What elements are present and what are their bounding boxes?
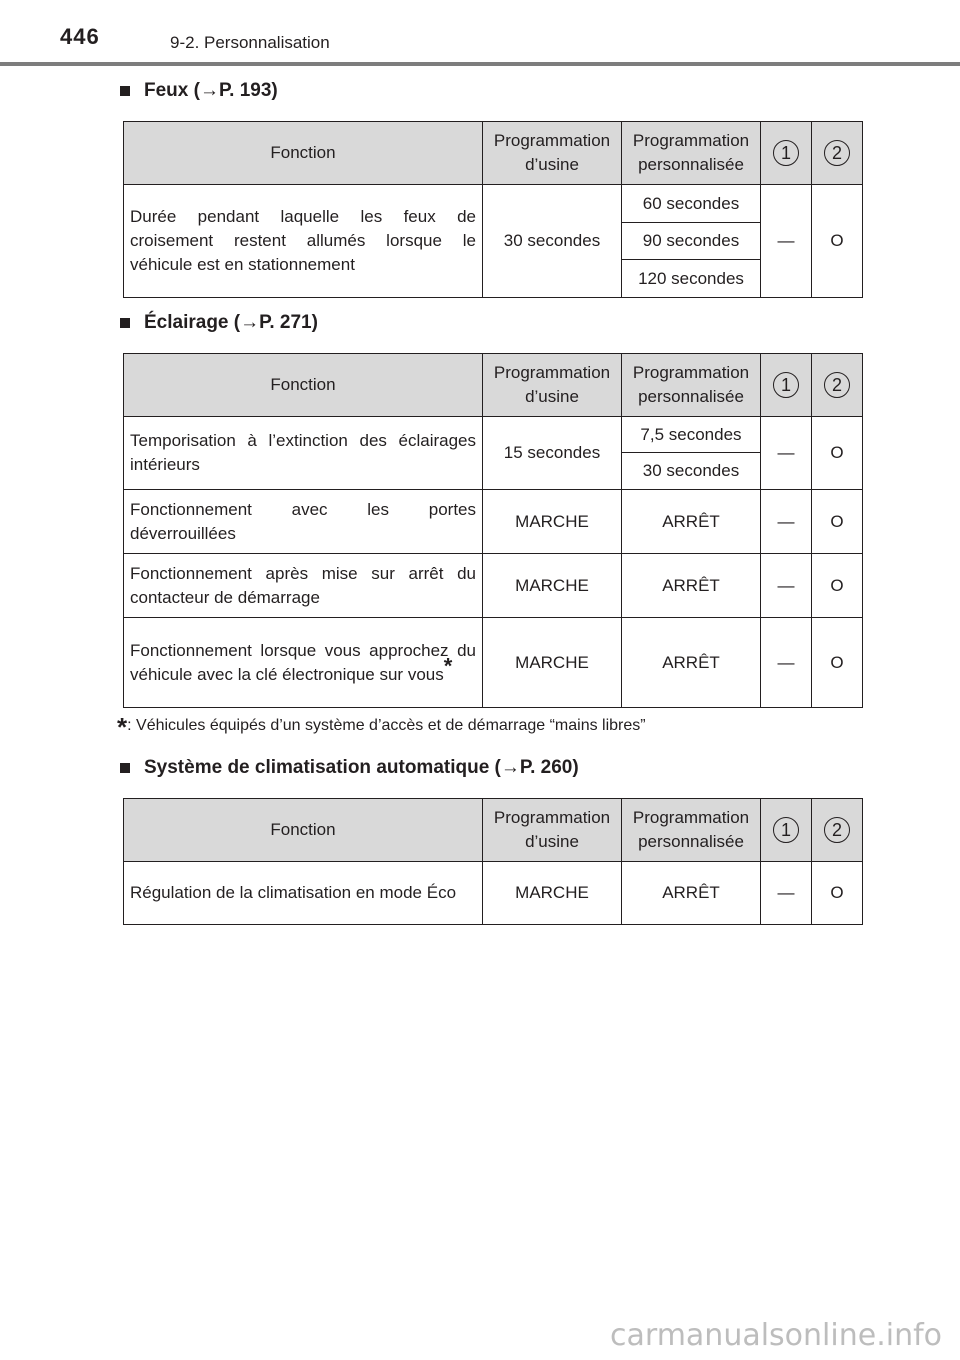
cell-col-1: —	[761, 417, 812, 490]
footnote	[117, 712, 646, 743]
cell-col-1: —	[761, 862, 812, 925]
cell-fonction: Fonctionnement après mise sur arrêt du contacteur de démarrage	[124, 554, 483, 618]
header-perso: Programmation personnalisée	[622, 354, 761, 417]
footnote-mark: *	[443, 652, 453, 678]
section-title-feux	[120, 80, 278, 102]
circled-two-icon: 2	[824, 817, 850, 843]
section-title-text: Feux (→P. 193)	[144, 80, 278, 101]
header-col-2	[812, 799, 863, 862]
cell-col-1: —	[761, 185, 812, 298]
cell-col-1: —	[761, 554, 812, 618]
header-fonction: Fonction	[124, 354, 483, 417]
circled-one-icon: 1	[773, 817, 799, 843]
header-perso: Programmation personnalisée	[622, 799, 761, 862]
cell-fonction: Temporisation à l’extinction des éclairages intérieurs	[124, 417, 483, 490]
watermark: carmanualsonline.info	[610, 1318, 942, 1353]
cell-perso: 30 secondes	[622, 453, 761, 490]
cell-col-1: —	[761, 490, 812, 554]
cell-fonction: Fonctionnement avec les portes déverrouillées	[124, 490, 483, 554]
section-title-text: Éclairage (→P. 271)	[144, 312, 318, 333]
circled-one-icon: 1	[773, 140, 799, 166]
cell-col-2: O	[812, 417, 863, 490]
table-row	[124, 490, 863, 554]
header-usine: Programmation d’usine	[483, 122, 622, 185]
table-row	[124, 185, 863, 223]
section-title-eclairage	[120, 312, 318, 334]
cell-perso: ARRÊT	[622, 862, 761, 925]
header-rule	[0, 62, 960, 66]
footnote-text: : Véhicules équipés d’un système d’accès et de démarrage “mains libres”	[127, 717, 646, 734]
cell-col-2: O	[812, 554, 863, 618]
cell-perso: 7,5 secondes	[622, 417, 761, 453]
square-bullet-icon	[120, 763, 130, 773]
cell-usine: 15 secondes	[483, 417, 622, 490]
cell-fonction: Durée pendant laquelle les feux de croisement restent allumés lorsque le véhicule est en stationnement	[124, 185, 483, 298]
footnote-star: *	[117, 712, 128, 742]
table-clim	[123, 798, 863, 925]
cell-fonction	[124, 618, 483, 708]
page-number: 446	[60, 24, 100, 49]
circled-two-icon: 2	[824, 372, 850, 398]
cell-perso: ARRÊT	[622, 618, 761, 708]
cell-usine: MARCHE	[483, 618, 622, 708]
header-fonction: Fonction	[124, 799, 483, 862]
cell-fonction: Régulation de la climatisation en mode Éco	[124, 862, 483, 925]
cell-usine: MARCHE	[483, 862, 622, 925]
header-col-1	[761, 799, 812, 862]
square-bullet-icon	[120, 86, 130, 96]
cell-col-2: O	[812, 185, 863, 298]
cell-perso: 60 secondes	[622, 185, 761, 223]
header-perso: Programmation personnalisée	[622, 122, 761, 185]
header-col-1	[761, 354, 812, 417]
table-feux	[123, 121, 863, 298]
table-row	[124, 862, 863, 925]
cell-perso: ARRÊT	[622, 490, 761, 554]
cell-perso: 120 secondes	[622, 260, 761, 298]
cell-usine: MARCHE	[483, 490, 622, 554]
cell-usine: 30 secondes	[483, 185, 622, 298]
cell-usine: MARCHE	[483, 554, 622, 618]
cell-col-1: —	[761, 618, 812, 708]
section-title-text: Système de climatisation automatique (→P. 260)	[144, 757, 579, 778]
chapter-title: 9-2. Personnalisation	[170, 33, 330, 52]
header-usine: Programmation d’usine	[483, 799, 622, 862]
header-col-1	[761, 122, 812, 185]
cell-perso: ARRÊT	[622, 554, 761, 618]
cell-fonction-text: Fonctionnement lorsque vous approchez du véhicule avec la clé électronique sur vous	[130, 640, 476, 684]
cell-col-2: O	[812, 618, 863, 708]
cell-col-2: O	[812, 490, 863, 554]
cell-perso: 90 secondes	[622, 223, 761, 260]
table-row	[124, 554, 863, 618]
table-eclairage	[123, 353, 863, 708]
square-bullet-icon	[120, 318, 130, 328]
table-row	[124, 417, 863, 453]
circled-two-icon: 2	[824, 140, 850, 166]
cell-col-2: O	[812, 862, 863, 925]
section-title-clim	[120, 757, 579, 779]
table-row	[124, 618, 863, 708]
circled-one-icon: 1	[773, 372, 799, 398]
header-col-2	[812, 122, 863, 185]
header-usine: Programmation d’usine	[483, 354, 622, 417]
header-col-2	[812, 354, 863, 417]
header-fonction: Fonction	[124, 122, 483, 185]
